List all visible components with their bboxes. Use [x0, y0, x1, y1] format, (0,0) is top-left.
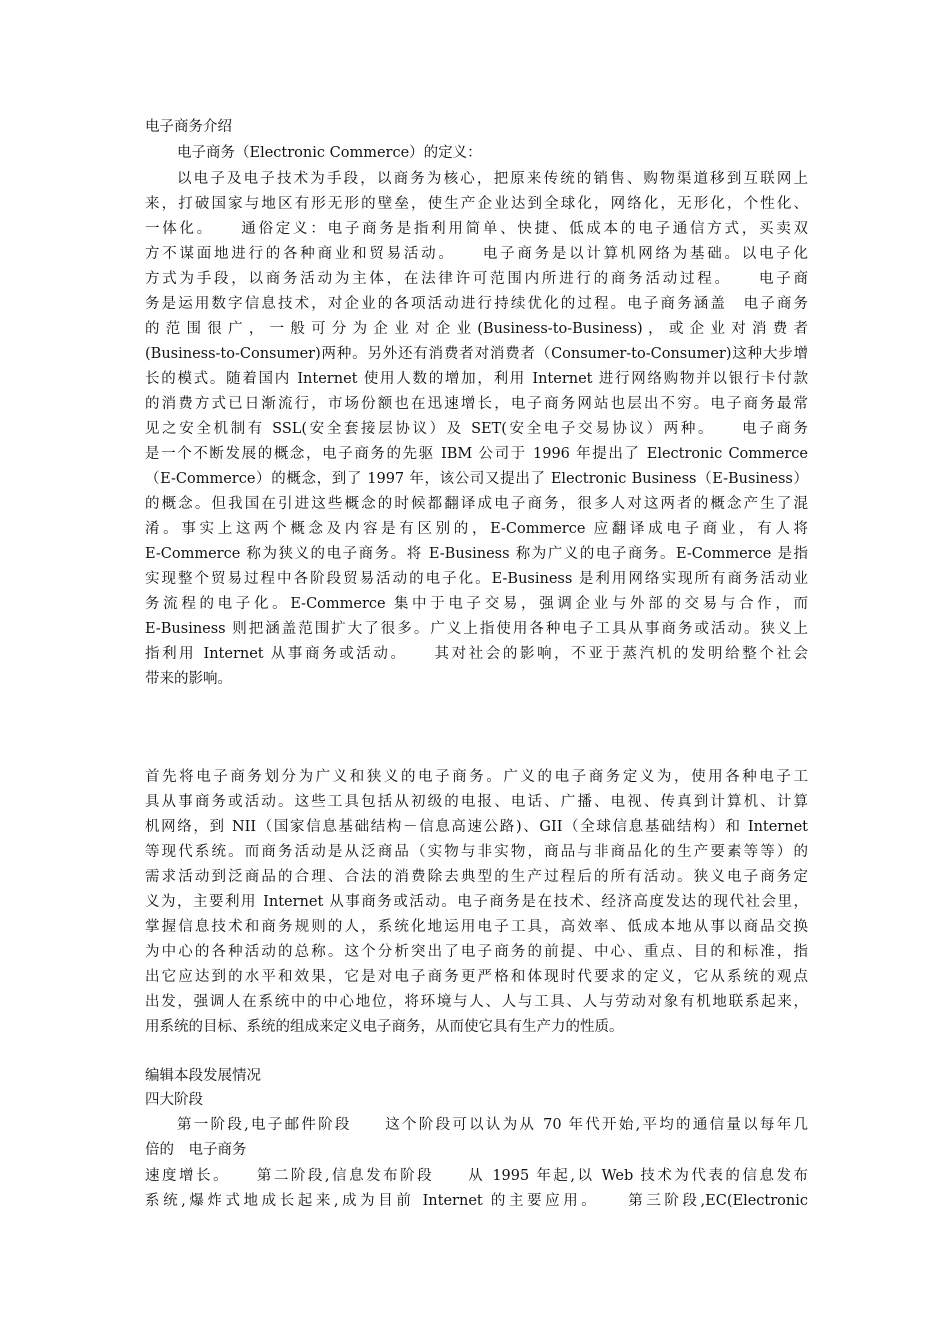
text-line: 用系统的目标、系统的组成来定义电子商务，从而使它具有生产力的性质。	[145, 1019, 624, 1035]
text-line: 的概念。但我国在引进这些概念的时候都翻译成电子商务，很多人对这两者的概念产生了混	[145, 496, 808, 512]
text-line: （E-Commerce）的概念，到了 1997 年，该公司又提出了 Electronic Business（E-Business）	[145, 471, 808, 487]
text-line: 以电子及电子技术为手段，以商务为核心，把原来传统的销售、购物渠道移到互联网上	[177, 171, 808, 187]
text-line: 的 范 围 很 广 ， 一 般 可 分 为 企 业 对 企 业 (Business-to-Business) ， 或 企 业 对 消 费 者	[145, 321, 808, 337]
text-line: 长的模式。随着国内 Internet 使用人数的增加，利用 Internet 进行网络购物并以银行卡付款	[145, 371, 808, 387]
text-line: 指利用 Internet 从事商务或活动。 其对社会的影响，不亚于蒸汽机的发明给整个社会	[145, 646, 808, 662]
text-line: 为中心的各种活动的总称。这个分析突出了电子商务的前提、中心、重点、目的和标准，指	[145, 944, 808, 960]
subsection-heading: 四大阶段	[145, 1092, 203, 1108]
text-line: 首先将电子商务划分为广义和狭义的电子商务。广义的电子商务定义为，使用各种电子工	[145, 769, 808, 785]
section-heading: 编辑本段发展情况	[145, 1068, 261, 1084]
text-line: 见之安全机制有 SSL(安全套接层协议）及 SET(安全电子交易协议）两种。 电子商务	[145, 421, 808, 437]
text-line: 是一个不断发展的概念，电子商务的先驱 IBM 公司于 1996 年提出了 Electronic Commerce	[145, 446, 808, 462]
text-line: 等现代系统。而商务活动是从泛商品（实物与非实物，商品与非商品化的生产要素等等）的	[145, 844, 808, 860]
text-line: 具从事商务或活动。这些工具包括从初级的电报、电话、广播、电视、传真到计算机、计算	[145, 794, 808, 810]
text-line: 方式为手段，以商务活动为主体，在法律许可范围内所进行的商务活动过程。 电子商	[145, 271, 808, 287]
text-line: 的消费方式已日渐流行，市场份额也在迅速增长，电子商务网站也层出不穷。电子商务最常	[145, 396, 808, 412]
text-line: 第一阶段,电子邮件阶段 这个阶段可以认为从 70 年代开始,平均的通信量以每年几	[177, 1117, 808, 1133]
definition-heading: 电子商务（Electronic Commerce）的定义：	[177, 145, 482, 161]
text-line: (Business-to-Consumer)两种。另外还有消费者对消费者（Consumer-to-Consumer)这种大步增	[145, 346, 808, 362]
text-line: 出它应达到的水平和效果，它是对电子商务更严格和体现时代要求的定义，它从系统的观点	[145, 969, 808, 985]
text-line: E-Commerce 称为狭义的电子商务。将 E-Business 称为广义的电子商务。E-Commerce 是指	[145, 546, 808, 562]
doc-title: 电子商务介绍	[145, 119, 232, 135]
text-line: 务流程的电子化。E-Commerce 集中于电子交易，强调企业与外部的交易与合作，而	[145, 596, 808, 612]
text-line: 机网络，到 NII（国家信息基础结构－信息高速公路)、GII（全球信息基础结构）和 Internet	[145, 819, 808, 835]
text-line: 一体化。 通俗定义：电子商务是指利用简单、快捷、低成本的电子通信方式，买卖双	[145, 221, 808, 237]
text-line: 需求活动到泛商品的合理、合法的消费除去典型的生产过程后的所有活动。狭义电子商务定	[145, 869, 808, 885]
text-line: 速度增长。 第二阶段,信息发布阶段 从 1995 年起,以 Web 技术为代表的信息发布	[145, 1168, 808, 1184]
text-line: 来，打破国家与地区有形无形的壁垒，使生产企业达到全球化，网络化，无形化，个性化、	[145, 196, 808, 212]
text-line: 带来的影响。	[145, 671, 232, 687]
text-line: 义为，主要利用 Internet 从事商务或活动。电子商务是在技术、经济高度发达的现代社会里，	[145, 894, 808, 910]
text-line: 系统,爆炸式地成长起来,成为目前 Internet 的主要应用。 第三阶段,EC(Electronic	[145, 1193, 808, 1209]
text-line: 实现整个贸易过程中各阶段贸易活动的电子化。E-Business 是利用网络实现所有商务活动业	[145, 571, 808, 587]
text-line: 务是运用数字信息技术，对企业的各项活动进行持续优化的过程。电子商务涵盖 电子商务	[145, 296, 808, 312]
text-line: E-Business 则把涵盖范围扩大了很多。广义上指使用各种电子工具从事商务或活动。狭义上	[145, 621, 808, 637]
text-line: 倍的 电子商务	[145, 1142, 247, 1158]
text-line: 方不谋面地进行的各种商业和贸易活动。 电子商务是以计算机网络为基础。以电子化	[145, 246, 808, 262]
text-line: 淆。事实上这两个概念及内容是有区别的，E-Commerce 应翻译成电子商业，有人将	[145, 521, 808, 537]
text-line: 出发，强调人在系统中的中心地位，将环境与人、人与工具、人与劳动对象有机地联系起来，	[145, 994, 808, 1010]
text-line: 掌握信息技术和商务规则的人，系统化地运用电子工具，高效率、低成本地从事以商品交换	[145, 919, 808, 935]
